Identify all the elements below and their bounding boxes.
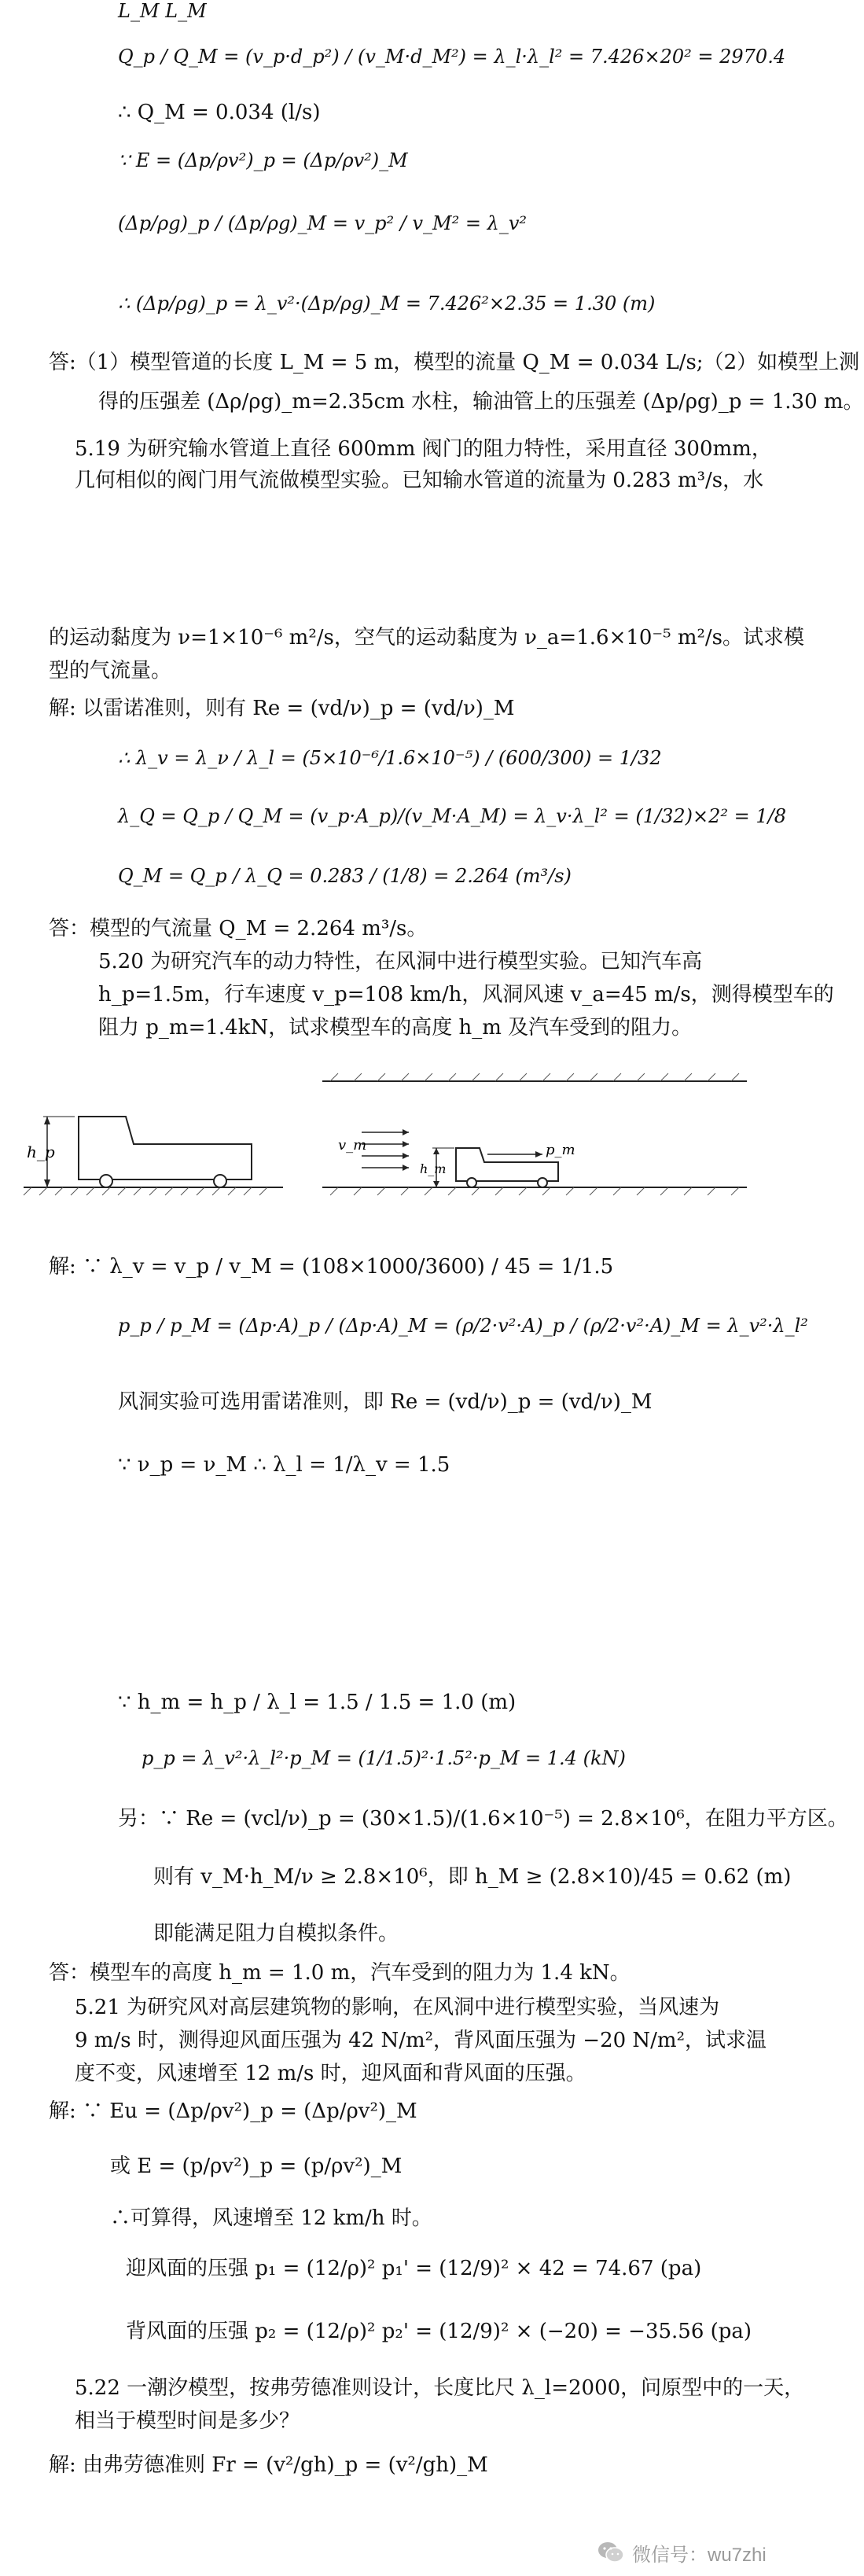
text-line: ∴可算得，风速增至 12 km/h 时。 — [110, 2206, 432, 2230]
text-line: 或 E = (p/ρv²)_p = (p/ρv²)_M — [110, 2155, 403, 2178]
text-line: 型的气流量。 — [49, 659, 172, 683]
text-line: 答:（1）模型管道的长度 L_M = 5 m，模型的流量 Q_M = 0.034 L/s;（2）如模型上测 — [49, 351, 860, 374]
text-line: 的运动黏度为 ν=1×10⁻⁶ m²/s，空气的运动黏度为 ν_a=1.6×10⁻⁵ m²/s。试求模 — [49, 626, 805, 650]
prototype-car — [24, 1117, 283, 1195]
text-line: 背风面的压强 p₂ = (12/ρ)² p₂' = (12/9)² × (−20) = −35.56 (pa) — [126, 2320, 752, 2343]
text-line: L_M L_M — [118, 0, 207, 22]
text-line: 5.21 为研究风对高层建筑物的影响，在风洞中进行模型实验，当风速为 — [75, 1996, 720, 2019]
text-line: ∵ E = (Δp/ρv²)_p = (Δp/ρv²)_M — [118, 149, 408, 171]
text-line: 则有 v_M·h_M/ν ≥ 2.8×10⁶，即 h_M ≥ (2.8×10)/45 = 0.62 (m) — [153, 1865, 792, 1889]
text-line: 答：模型车的高度 h_m = 1.0 m，汽车受到的阻力为 1.4 kN。 — [49, 1961, 631, 1985]
text-line: ∴ Q_M = 0.034 (l/s) — [118, 101, 321, 124]
text-line: 几何相似的阀门用气流做模型实验。已知输水管道的流量为 0.283 m³/s，水 — [75, 469, 764, 492]
text-line: 度不变，风速增至 12 m/s 时，迎风面和背风面的压强。 — [75, 2062, 586, 2085]
text-line: 解: 由弗劳德准则 Fr = (v²/gh)_p = (v²/gh)_M — [49, 2453, 488, 2477]
text-line: 相当于模型时间是多少？ — [75, 2409, 300, 2433]
text-line: 解: ∵ Eu = (Δp/ρv²)_p = (Δp/ρv²)_M — [49, 2099, 417, 2123]
h-label: h_p — [27, 1143, 55, 1161]
text-line: 另：∵ Re = (vcl/ν)_p = (30×1.5)/(1.6×10⁻⁵) = 2.8×10⁶，在阻力平方区。 — [118, 1807, 848, 1831]
text-line: ∴ λ_v = λ_ν / λ_l = (5×10⁻⁶/1.6×10⁻⁵) / (600/300) = 1/32 — [118, 747, 662, 769]
text-line: 解: 以雷诺准则，则有 Re = (vd/ν)_p = (vd/ν)_M — [49, 697, 515, 720]
text-line: Q_M = Q_p / λ_Q = 0.283 / (1/8) = 2.264 (m³/s) — [118, 865, 572, 887]
text-line: 9 m/s 时，测得迎风面压强为 42 N/m²，背风面压强为 −20 N/m²，试求温 — [75, 2029, 767, 2052]
text-line: p_p / p_M = (Δp·A)_p / (Δp·A)_M = (ρ/2·v²·A)_p / (ρ/2·v²·A)_M = λ_v²·λ_l² — [118, 1315, 808, 1337]
text-line: 风洞实验可选用雷诺准则，即 Re = (vd/ν)_p = (vd/ν)_M — [118, 1390, 653, 1414]
text-line: 答：模型的气流量 Q_M = 2.264 m³/s。 — [49, 917, 428, 940]
model-car — [322, 1073, 747, 1195]
text-line: 5.20 为研究汽车的动力特性，在风洞中进行模型实验。已知汽车高 — [98, 950, 703, 973]
car-figure — [16, 1069, 755, 1242]
vm-label: v_m — [338, 1137, 367, 1154]
text-line: 5.22 一潮汐模型，按弗劳德准则设计，长度比尺 λ_l=2000，问原型中的一天， — [75, 2376, 805, 2400]
text-line: 阻力 p_m=1.4kN，试求模型车的高度 h_m 及汽车受到的阻力。 — [98, 1016, 693, 1040]
text-line: ∵ h_m = h_p / λ_l = 1.5 / 1.5 = 1.0 (m) — [118, 1691, 517, 1714]
pm-label: p_m — [546, 1142, 575, 1158]
text-line: ∴ (Δp/ρg)_p = λ_v²·(Δp/ρg)_M = 7.426²×2.35 = 1.30 (m) — [118, 293, 656, 315]
hm-label: h_m — [420, 1161, 447, 1176]
watermark-text: 微信号：wu7zhi — [632, 2544, 767, 2566]
text-line: h_p=1.5m，行车速度 v_p=108 km/h，风洞风速 v_a=45 m/s，测得模型车的 — [98, 983, 834, 1006]
text-line: Q_p / Q_M = (v_p·d_p²) / (v_M·d_M²) = λ_l·λ_l² = 7.426×20² = 2970.4 — [118, 46, 786, 68]
text-line: p_p = λ_v²·λ_l²·p_M = (1/1.5)²·1.5²·p_M = 1.4 (kN) — [142, 1747, 626, 1769]
text-line: ∵ ν_p = ν_M ∴ λ_l = 1/λ_v = 1.5 — [118, 1453, 450, 1477]
watermark — [597, 2537, 767, 2568]
text-line: 解: ∵ λ_v = v_p / v_M = (108×1000/3600) / 45 = 1/1.5 — [49, 1255, 614, 1279]
text-line: 迎风面的压强 p₁ = (12/ρ)² p₁' = (12/9)² × 42 = 74.67 (pa) — [126, 2257, 702, 2280]
text-line: λ_Q = Q_p / Q_M = (v_p·A_p)/(v_M·A_M) = λ_v·λ_l² = (1/32)×2² = 1/8 — [118, 805, 786, 827]
text-line: 即能满足阻力自模拟条件。 — [153, 1922, 399, 1945]
text-line: (Δp/ρg)_p / (Δp/ρg)_M = v_p² / v_M² = λ_v² — [118, 212, 528, 234]
text-line: 5.19 为研究输水管道上直径 600mm 阀门的阻力特性，采用直径 300mm， — [75, 437, 772, 461]
wechat-icon — [597, 2541, 624, 2564]
text-line: 得的压强差 (Δρ/ρg)_m=2.35cm 水柱，输油管上的压强差 (Δp/ρg)_p = 1.30 m。 — [98, 390, 864, 414]
